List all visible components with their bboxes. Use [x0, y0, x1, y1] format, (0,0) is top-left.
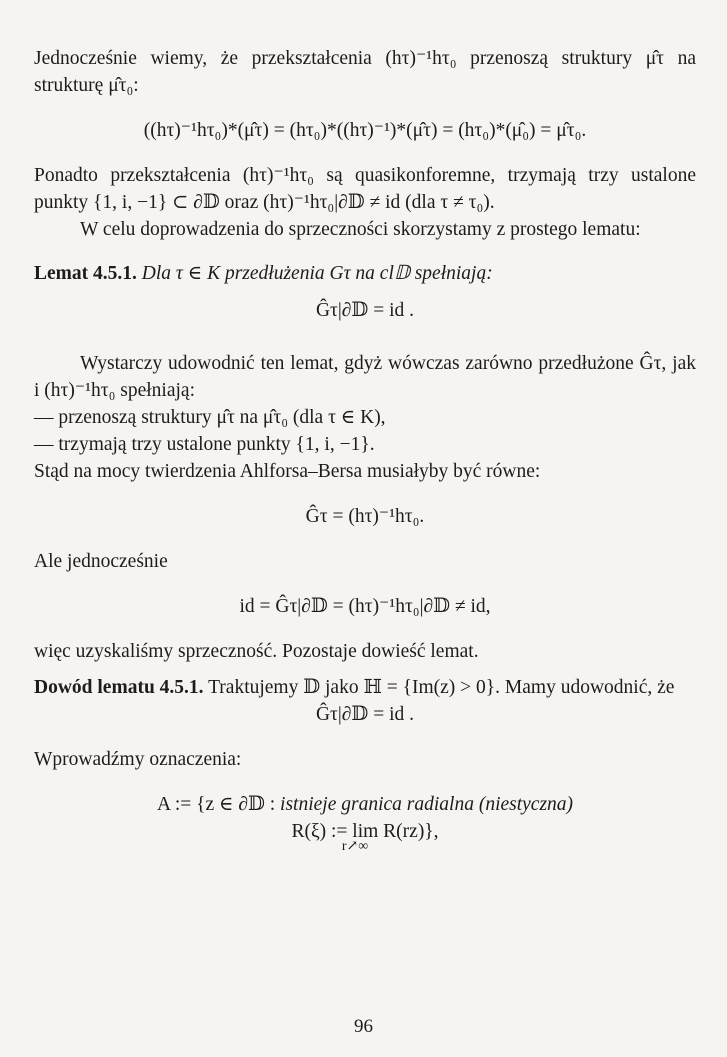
equation-5: Ĝτ|∂𝔻 = id .	[315, 704, 415, 726]
equation-6a-text: istnieje granica radialna (niestyczna)	[280, 794, 574, 816]
lemma-statement	[34, 261, 696, 288]
proof-label: Dowód lematu 4.5.1.	[34, 677, 204, 699]
equation-6a	[34, 792, 696, 819]
proof-text: Traktujemy 𝔻 jako ℍ = {Im(z) > 0}. Mamy udowodnić, że	[203, 677, 675, 699]
equation-6a-math: A := {z ∈ ∂𝔻 :	[156, 794, 281, 816]
limit-subscript: r↗∞	[341, 838, 369, 854]
lemma-text: Dla τ ∈ K przedłużenia Gτ na cl𝔻 spełniają:	[141, 263, 493, 285]
list-item-2: — trzymają trzy ustalone punkty {1, i, −1}.	[34, 433, 375, 455]
paragraph-2: Ponadto przekształcenia (hτ)⁻¹hτ₀ są quasikonforemne, trzymają trzy ustalone punkty {1, i, −1} ⊂ ∂𝔻 oraz (hτ)⁻¹hτ₀|∂𝔻 ≠ id (dla τ ≠ τ₀).	[34, 164, 696, 213]
paragraph-4: Wystarczy udowodnić ten lemat, gdyż wówczas zarówno przedłużone Ĝτ, jak i (hτ)⁻¹hτ₀ spełniają:	[34, 353, 696, 402]
proof-statement	[34, 675, 696, 702]
paragraph-7: więc uzyskaliśmy sprzeczność. Pozostaje dowieść lemat.	[34, 640, 479, 662]
equation-2: Ĝτ|∂𝔻 = id .	[315, 300, 415, 322]
paragraph-5: Stąd na mocy twierdzenia Ahlforsa–Bersa musiałyby być równe:	[34, 460, 541, 482]
paragraph-1: Jednocześnie wiemy, że przekształcenia (hτ)⁻¹hτ₀ przenoszą struktury μ̂τ na strukturę μ̂τ₀:	[34, 48, 696, 96]
equation-3: Ĝτ = (hτ)⁻¹hτ₀.	[305, 505, 425, 527]
equation-1: ((hτ)⁻¹hτ₀)*(μ̂τ) = (hτ₀)*((hτ)⁻¹)*(μ̂τ) = (hτ₀)*(μ̂₀) = μ̂τ₀.	[143, 119, 587, 141]
list-item-1: — przenoszą struktury μ̂τ na μ̂τ₀ (dla τ ∈ K),	[34, 407, 386, 429]
paragraph-3: W celu doprowadzenia do sprzeczności skorzystamy z prostego lematu:	[80, 218, 641, 240]
equation-6b: R(ξ) := lim R(rz)},	[291, 821, 439, 843]
paragraph-8: Wprowadźmy oznaczenia:	[34, 749, 242, 771]
paragraph-6: Ale jednocześnie	[34, 550, 168, 572]
lemma-label: Lemat 4.5.1.	[34, 263, 137, 285]
page-content	[34, 46, 696, 854]
page-number: 96	[354, 1016, 373, 1037]
equation-4: id = Ĝτ|∂𝔻 = (hτ)⁻¹hτ₀|∂𝔻 ≠ id,	[239, 595, 491, 617]
